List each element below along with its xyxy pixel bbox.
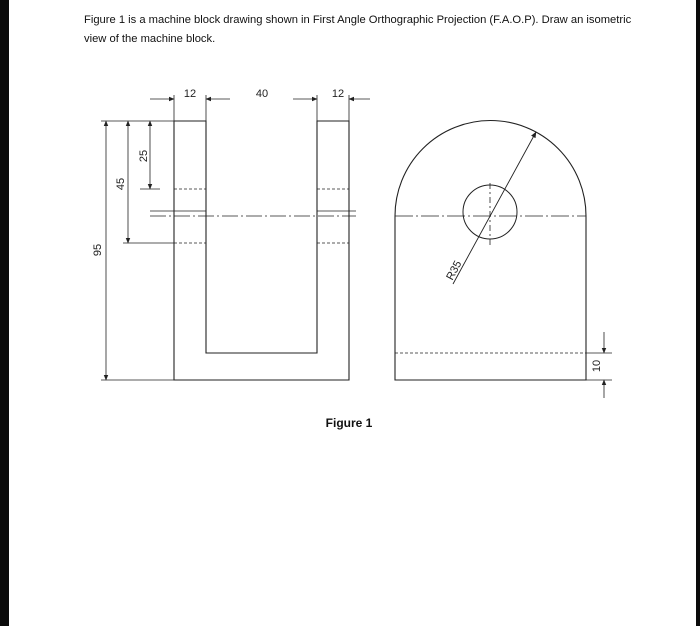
dim-base-thickness: 10 [591,359,603,373]
figure-caption: Figure 1 [325,416,373,430]
side-view [395,120,612,398]
question-text: Figure 1 is a machine block drawing shown in First Angle Orthographic Projection (F.A.O.P). Draw an isometric view of the machine block. [84,14,632,45]
dim-hole-center-height: 45 [115,177,127,191]
dim-slot-width: 40 [255,88,269,100]
dim-slot-top-section: 25 [138,149,150,163]
side-view-outline [395,120,586,380]
dim-left-wall: 12 [183,88,197,100]
dim-radius: R35 [444,258,465,283]
radius-leader [453,132,536,284]
dim-right-wall: 12 [331,88,345,100]
front-center-lines [150,211,356,216]
front-view [101,95,370,380]
dim-total-height: 95 [92,243,104,257]
front-view-outline [174,121,349,380]
